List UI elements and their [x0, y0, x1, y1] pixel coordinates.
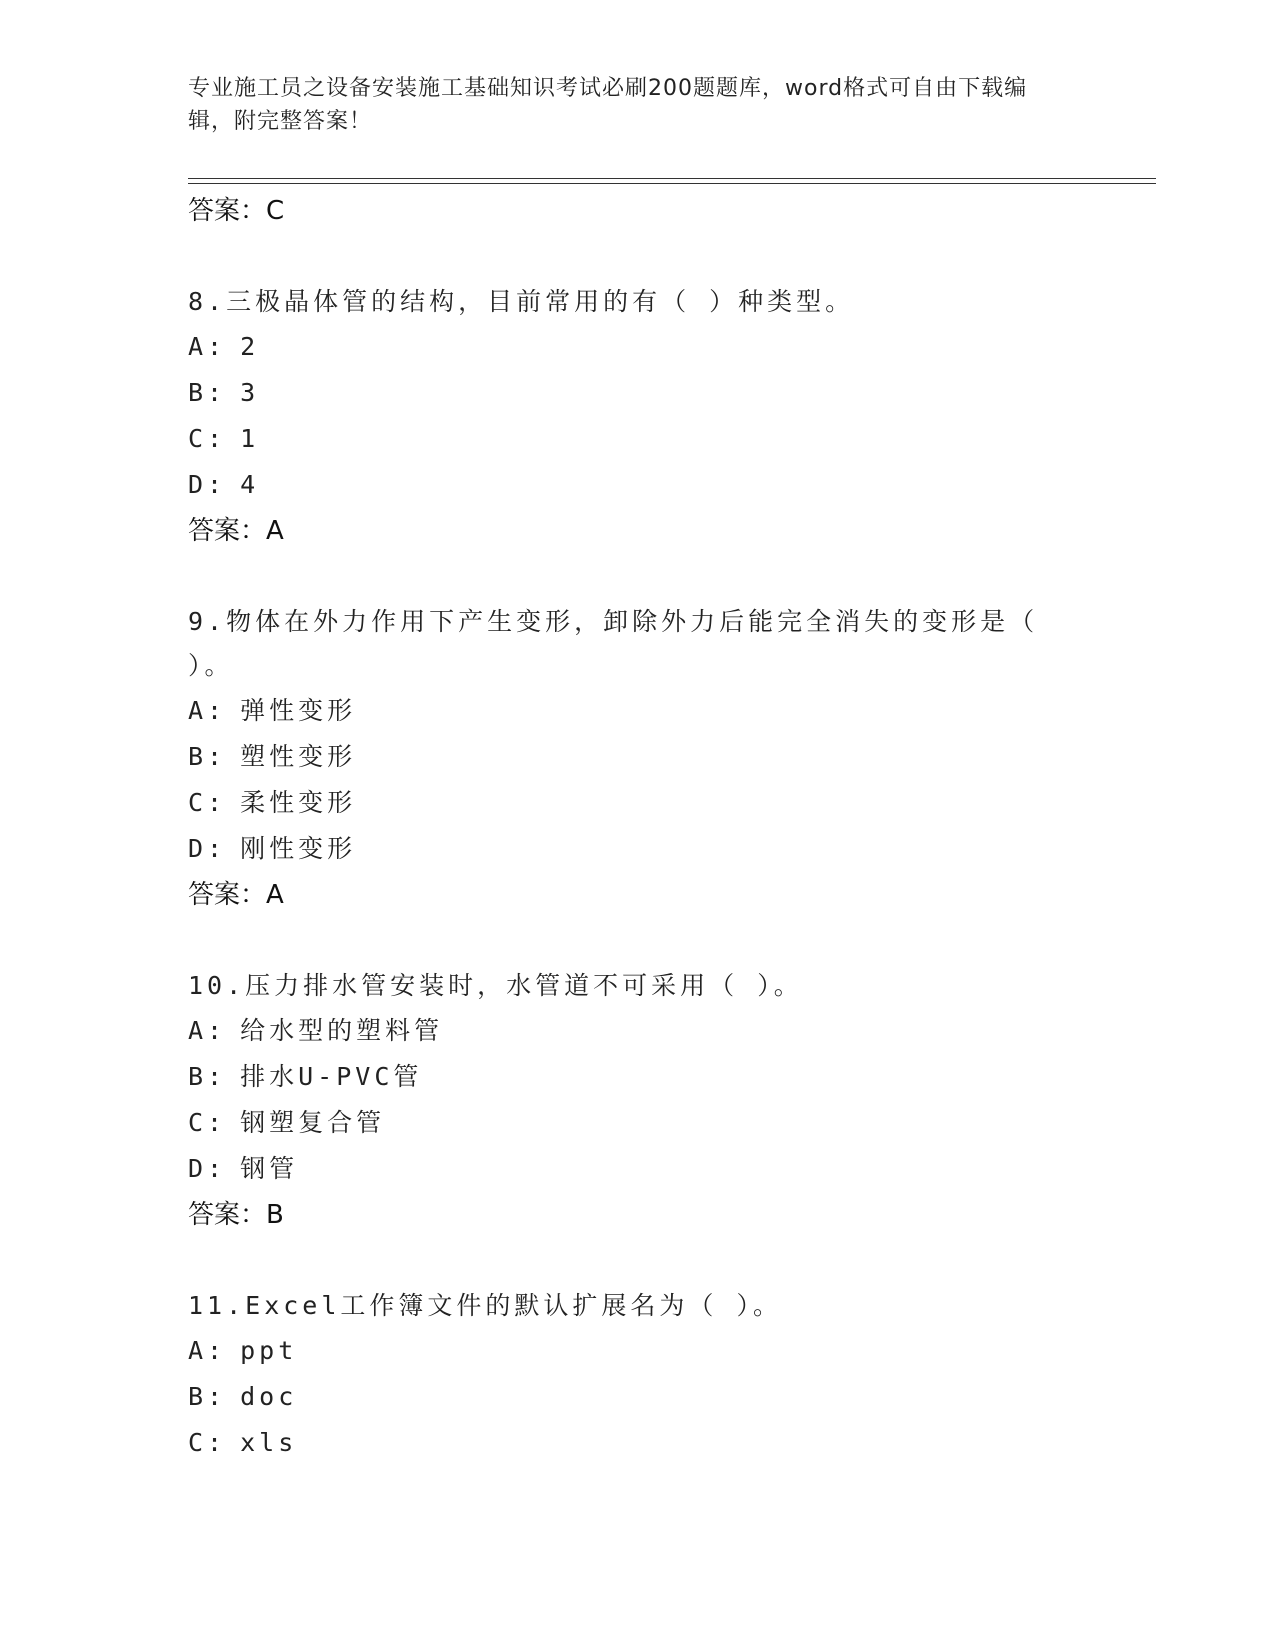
option-text: 给水型的塑料管 [240, 1016, 444, 1045]
option-d [188, 462, 1088, 508]
option-text: 2 [240, 332, 260, 361]
option-letter: C: [188, 1108, 227, 1137]
option-text: 钢管 [240, 1154, 299, 1183]
option-c [188, 416, 1088, 462]
option-text: 刚性变形 [240, 834, 357, 863]
option-letter: B: [188, 1062, 227, 1091]
option-letter: A: [188, 1336, 227, 1365]
answer-line: 答案：A [188, 516, 284, 546]
option-text: doc [240, 1382, 298, 1411]
option-letter: C: [188, 424, 227, 453]
option-a [188, 324, 1088, 370]
option-c [188, 1420, 1088, 1466]
option-text: 4 [240, 470, 260, 499]
question-text: 10.压力排水管安装时，水管道不可采用（ ）。 [188, 971, 803, 1000]
option-letter: D: [188, 834, 227, 863]
option-letter: A: [188, 332, 227, 361]
option-text: xls [240, 1428, 298, 1457]
question-text: 8.三极晶体管的结构，目前常用的有（ ）种类型。 [188, 287, 855, 316]
answer-line: 答案：A [188, 880, 284, 910]
option-text: 弹性变形 [240, 696, 357, 725]
option-b [188, 734, 1088, 780]
answer-line: 答案：B [188, 1200, 284, 1230]
question-text: 11.Excel工作簿文件的默认扩展名为（ ）。 [188, 1291, 782, 1320]
option-letter: C: [188, 1428, 227, 1457]
option-b [188, 1374, 1088, 1420]
option-letter: D: [188, 470, 227, 499]
option-letter: A: [188, 696, 227, 725]
option-letter: C: [188, 788, 227, 817]
option-c [188, 780, 1088, 826]
option-letter: A: [188, 1016, 227, 1045]
option-letter: B: [188, 378, 227, 407]
option-a [188, 1328, 1088, 1374]
option-text: ppt [240, 1336, 298, 1365]
option-a [188, 688, 1088, 734]
option-text: 3 [240, 378, 260, 407]
option-a [188, 1008, 1088, 1054]
option-text: 钢塑复合管 [240, 1108, 386, 1137]
option-text: 1 [240, 424, 260, 453]
option-text: 排水U-PVC管 [240, 1062, 423, 1091]
option-text: 柔性变形 [240, 788, 357, 817]
question-block [188, 600, 1088, 918]
header-divider-top [188, 178, 1156, 179]
option-letter: B: [188, 1382, 227, 1411]
question-text: 9.物体在外力作用下产生变形，卸除外力后能完全消失的变形是（ ）。 [188, 607, 1039, 680]
question-list [188, 188, 1088, 1466]
option-text: 塑性变形 [240, 742, 357, 771]
question-block [188, 1284, 1088, 1466]
header-divider-bottom [188, 183, 1156, 184]
question-block [188, 964, 1088, 1238]
option-d [188, 1146, 1088, 1192]
option-b [188, 1054, 1088, 1100]
option-letter: B: [188, 742, 227, 771]
option-c [188, 1100, 1088, 1146]
question-block [188, 280, 1088, 554]
option-d [188, 826, 1088, 872]
answer-line: 答案：C [188, 196, 285, 226]
document-header: 专业施工员之设备安装施工基础知识考试必刷200题题库，word格式可自由下载编辑，附完整答案！ [188, 76, 1028, 134]
option-letter: D: [188, 1154, 227, 1183]
option-b [188, 370, 1088, 416]
